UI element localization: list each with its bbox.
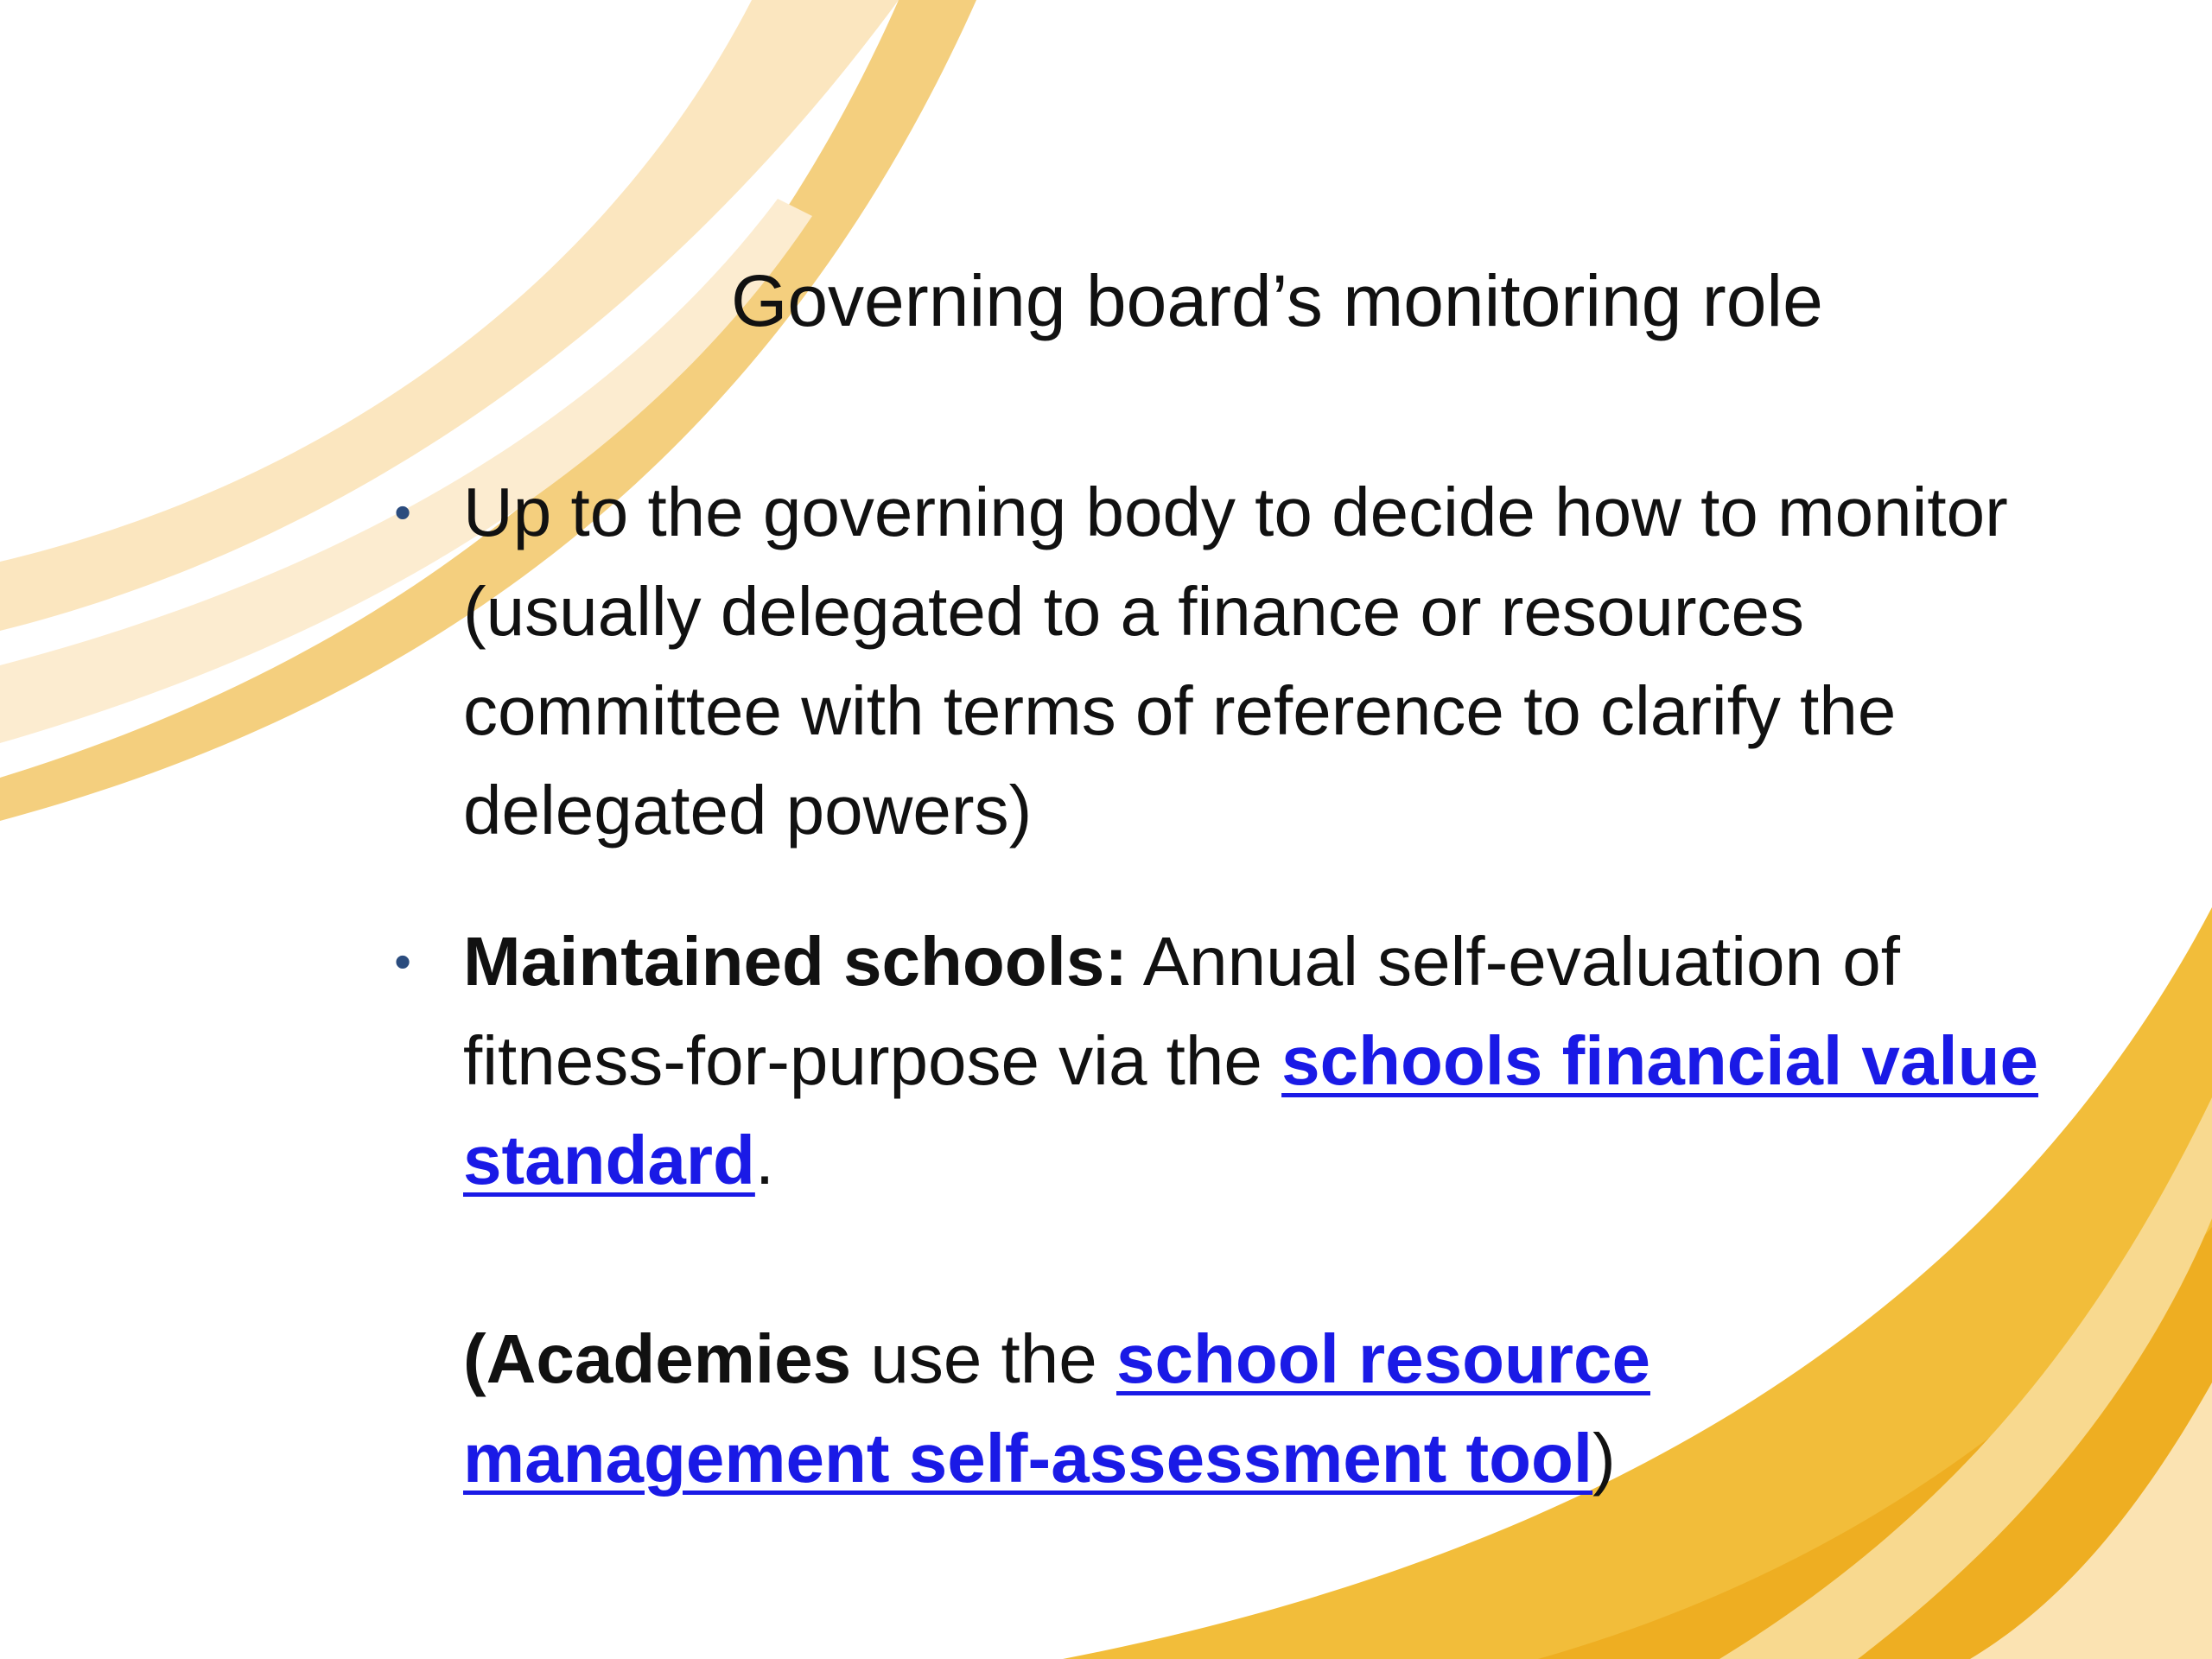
srm-self-assessment-link[interactable]: school resource management self-assessment tool [463,1320,1650,1497]
slide-title: Governing board’s monitoring role [731,260,1823,341]
maintained-schools-label: Maintained schools: [463,923,1128,1000]
bullet-text: Up to the governing body to decide how to monitor (usually delegated to a finance or resources committee with terms of reference to clarify the delegated powers) [463,474,2008,849]
paragraph-break [463,1210,2044,1309]
sfvs-link[interactable]: schools financial value standard [463,1022,2038,1198]
period: . [754,1122,775,1198]
bullet-text: use the [851,1320,1116,1397]
bullet-item-maintained-schools [394,912,2044,1508]
paren-open: ( [463,1320,486,1397]
bullet-list [394,462,2044,1508]
bullet-item-monitoring [394,462,2044,860]
academies-label: Academies [486,1320,852,1397]
bullet-text: Annual self-evaluation of fitness-for-purpose via the [463,923,1900,1099]
paren-close: ) [1592,1420,1616,1497]
bullet-marker: • [394,485,411,539]
bullet-marker: • [394,934,411,988]
